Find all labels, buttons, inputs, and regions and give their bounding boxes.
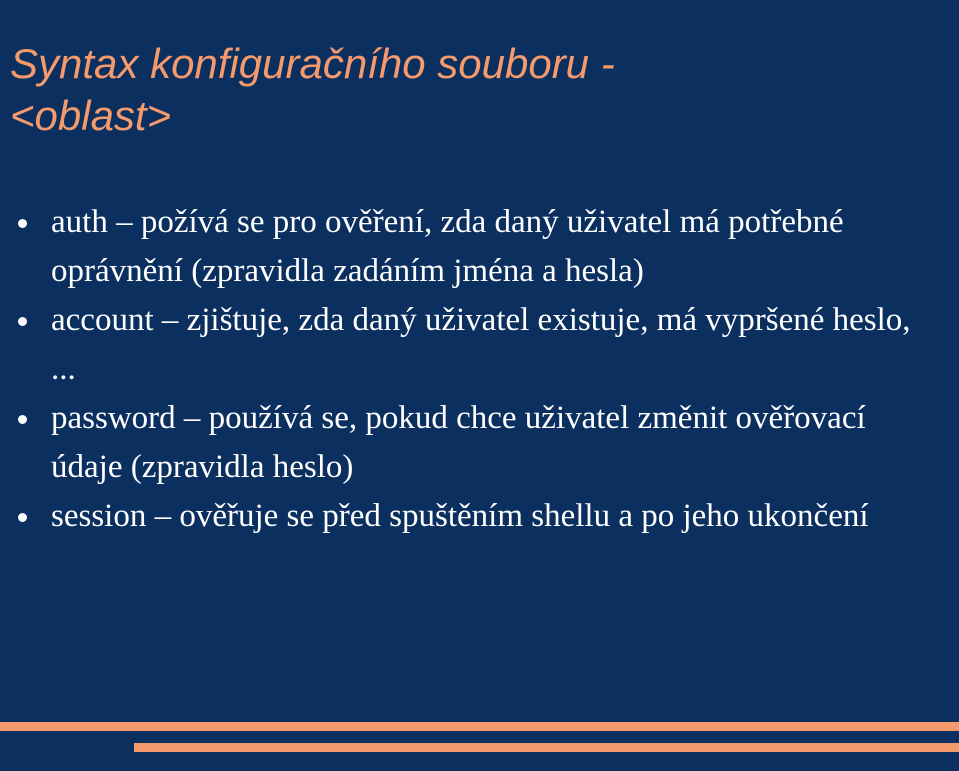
slide-title xyxy=(10,38,940,142)
bullet-list xyxy=(0,198,940,541)
decorative-bar-top xyxy=(0,722,959,731)
slide-title-line-1: Syntax konfiguračního souboru - xyxy=(10,40,615,87)
bullet-text: account – zjištuje, zda daný uživatel existuje, má vypršené heslo, ... xyxy=(51,302,911,387)
bullet-text: session – ověřuje se před spuštěním shellu a po jeho ukončení xyxy=(51,498,869,534)
bullet-item-session xyxy=(0,492,940,541)
bullet-dot-icon xyxy=(18,415,27,424)
bullet-item-password xyxy=(0,394,940,492)
decorative-bar-bottom xyxy=(134,743,959,752)
bullet-dot-icon xyxy=(18,513,27,522)
bullet-dot-icon xyxy=(18,317,27,326)
bullet-text: auth – požívá se pro ověření, zda daný uživatel má potřebné oprávnění (zpravidla zadáním jména a hesla) xyxy=(51,204,844,289)
bullet-text: password – používá se, pokud chce uživatel změnit ověřovací údaje (zpravidla heslo) xyxy=(51,400,866,485)
slide-title-line-2: <oblast> xyxy=(10,92,172,139)
bullet-item-account xyxy=(0,296,940,394)
bullet-dot-icon xyxy=(18,219,27,228)
bullet-item-auth xyxy=(0,198,940,296)
